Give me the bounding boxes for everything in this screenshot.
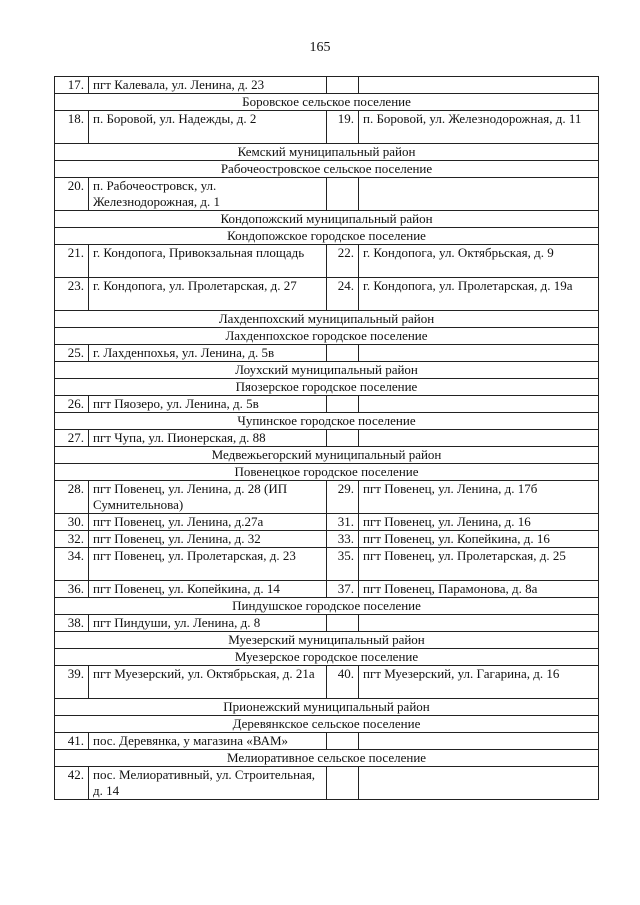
entry-address: г. Кондопога, ул. Пролетарская, д. 19а — [359, 278, 599, 311]
entry-address: г. Кондопога, ул. Пролетарская, д. 27 — [89, 278, 327, 311]
entry-address: пгт Калевала, ул. Ленина, д. 23 — [89, 77, 327, 94]
entry-address: пгт Повенец, ул. Пролетарская, д. 23 — [89, 548, 327, 581]
entry-address — [359, 396, 599, 413]
entry-address: п. Боровой, ул. Надежды, д. 2 — [89, 111, 327, 144]
section-header-row — [55, 632, 599, 649]
section-header: Пяозерское городское поселение — [55, 379, 599, 396]
entry-number — [327, 77, 359, 94]
section-header-row — [55, 716, 599, 733]
section-header: Повенецкое городское поселение — [55, 464, 599, 481]
section-header-row — [55, 598, 599, 615]
section-header: Чупинское городское поселение — [55, 413, 599, 430]
section-header-row — [55, 211, 599, 228]
entry-number: 19. — [327, 111, 359, 144]
entry-address — [359, 767, 599, 800]
entry-number: 20. — [55, 178, 89, 211]
section-header: Муезерское городское поселение — [55, 649, 599, 666]
section-header-row — [55, 649, 599, 666]
entry-number — [327, 615, 359, 632]
entry-number: 31. — [327, 514, 359, 531]
section-header: Деревянкское сельское поселение — [55, 716, 599, 733]
address-table — [54, 76, 599, 800]
entry-number — [327, 430, 359, 447]
address-table-body — [55, 77, 599, 800]
address-row — [55, 77, 599, 94]
section-header: Пиндушское городское поселение — [55, 598, 599, 615]
entry-number: 27. — [55, 430, 89, 447]
section-header-row — [55, 328, 599, 345]
entry-number: 37. — [327, 581, 359, 598]
section-header-row — [55, 447, 599, 464]
address-row — [55, 767, 599, 800]
entry-address: п. Боровой, ул. Железнодорожная, д. 11 — [359, 111, 599, 144]
section-header-row — [55, 311, 599, 328]
entry-address: пгт Повенец, ул. Ленина, д. 17б — [359, 481, 599, 514]
entry-address: пгт Повенец, ул. Пролетарская, д. 25 — [359, 548, 599, 581]
entry-number: 35. — [327, 548, 359, 581]
entry-number: 24. — [327, 278, 359, 311]
entry-number: 29. — [327, 481, 359, 514]
section-header: Прионежский муниципальный район — [55, 699, 599, 716]
entry-address: пгт Повенец, ул. Ленина, д.27а — [89, 514, 327, 531]
entry-number: 26. — [55, 396, 89, 413]
entry-number — [327, 396, 359, 413]
address-row — [55, 278, 599, 311]
address-row — [55, 245, 599, 278]
address-row — [55, 666, 599, 699]
section-header-row — [55, 144, 599, 161]
section-header-row — [55, 94, 599, 111]
entry-address — [359, 615, 599, 632]
section-header: Мелиоративное сельское поселение — [55, 750, 599, 767]
section-header: Кемский муниципальный район — [55, 144, 599, 161]
section-header: Боровское сельское поселение — [55, 94, 599, 111]
address-row — [55, 430, 599, 447]
entry-number: 32. — [55, 531, 89, 548]
entry-number — [327, 345, 359, 362]
entry-number — [327, 733, 359, 750]
address-row — [55, 615, 599, 632]
entry-number: 39. — [55, 666, 89, 699]
entry-address: пгт Пиндуши, ул. Ленина, д. 8 — [89, 615, 327, 632]
page-number: 165 — [309, 40, 331, 55]
section-header: Медвежьегорский муниципальный район — [55, 447, 599, 464]
entry-number: 42. — [55, 767, 89, 800]
section-header: Рабочеостровское сельское поселение — [55, 161, 599, 178]
entry-number: 23. — [55, 278, 89, 311]
entry-address: пгт Муезерский, ул. Октябрьская, д. 21а — [89, 666, 327, 699]
section-header-row — [55, 699, 599, 716]
entry-number: 17. — [55, 77, 89, 94]
entry-number — [327, 178, 359, 211]
address-row — [55, 111, 599, 144]
section-header-row — [55, 750, 599, 767]
entry-number: 28. — [55, 481, 89, 514]
address-row — [55, 581, 599, 598]
address-row — [55, 345, 599, 362]
entry-number: 18. — [55, 111, 89, 144]
address-row — [55, 481, 599, 514]
entry-address: п. Рабочеостровск, ул. Железнодорожная, д. 1 — [89, 178, 327, 211]
entry-number: 36. — [55, 581, 89, 598]
section-header-row — [55, 362, 599, 379]
entry-address: пос. Деревянка, у магазина «ВАМ» — [89, 733, 327, 750]
section-header-row — [55, 464, 599, 481]
entry-address — [359, 345, 599, 362]
section-header: Муезерский муниципальный район — [55, 632, 599, 649]
section-header: Лахденпохский муниципальный район — [55, 311, 599, 328]
entry-address: г. Кондопога, ул. Октябрьская, д. 9 — [359, 245, 599, 278]
section-header-row — [55, 379, 599, 396]
entry-address: г. Кондопога, Привокзальная площадь — [89, 245, 327, 278]
entry-address: пгт Повенец, ул. Ленина, д. 32 — [89, 531, 327, 548]
address-row — [55, 178, 599, 211]
entry-address: пгт Чупа, ул. Пионерская, д. 88 — [89, 430, 327, 447]
entry-address: пгт Повенец, ул. Копейкина, д. 14 — [89, 581, 327, 598]
address-row — [55, 548, 599, 581]
section-header: Кондопожский муниципальный район — [55, 211, 599, 228]
entry-number: 30. — [55, 514, 89, 531]
section-header-row — [55, 413, 599, 430]
address-row — [55, 531, 599, 548]
section-header: Кондопожское городское поселение — [55, 228, 599, 245]
entry-number: 25. — [55, 345, 89, 362]
address-row — [55, 733, 599, 750]
section-header-row — [55, 161, 599, 178]
section-header: Лоухский муниципальный район — [55, 362, 599, 379]
entry-address: пгт Повенец, Парамонова, д. 8а — [359, 581, 599, 598]
entry-address — [359, 733, 599, 750]
entry-address — [359, 430, 599, 447]
address-row — [55, 514, 599, 531]
section-header: Лахденпохское городское поселение — [55, 328, 599, 345]
entry-number: 38. — [55, 615, 89, 632]
entry-address — [359, 77, 599, 94]
entry-number: 33. — [327, 531, 359, 548]
entry-address: пгт Повенец, ул. Ленина, д. 28 (ИП Сумнительнова) — [89, 481, 327, 514]
entry-address: пгт Пяозеро, ул. Ленина, д. 5в — [89, 396, 327, 413]
entry-address: пос. Мелиоративный, ул. Строительная, д. 14 — [89, 767, 327, 800]
entry-number: 22. — [327, 245, 359, 278]
entry-number — [327, 767, 359, 800]
address-row — [55, 396, 599, 413]
entry-address: пгт Повенец, ул. Ленина, д. 16 — [359, 514, 599, 531]
entry-address: г. Лахденпохья, ул. Ленина, д. 5в — [89, 345, 327, 362]
entry-address: пгт Муезерский, ул. Гагарина, д. 16 — [359, 666, 599, 699]
entry-number: 41. — [55, 733, 89, 750]
section-header-row — [55, 228, 599, 245]
entry-number: 21. — [55, 245, 89, 278]
entry-address — [359, 178, 599, 211]
entry-address: пгт Повенец, ул. Копейкина, д. 16 — [359, 531, 599, 548]
entry-number: 34. — [55, 548, 89, 581]
entry-number: 40. — [327, 666, 359, 699]
